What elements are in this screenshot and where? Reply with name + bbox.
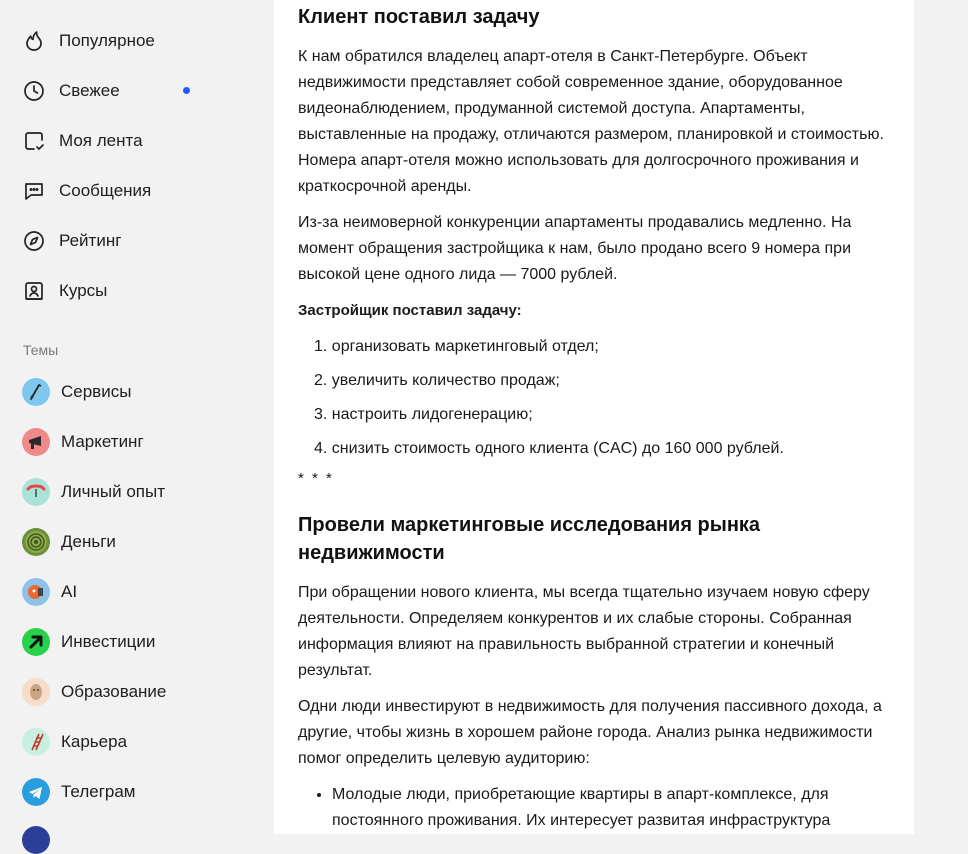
paragraph: К нам обратился владелец апарт-отеля в Санкт-Петербурге. Объект недвижимости представляет собой современное здание, оборудованное видеонаблюдением, продуманной системой доступа. Апартаменты, выставленные на продажу, отличаются размером, планировкой и стоимостью. Номера апарт-отеля можно использовать для долгосрочного проживания и краткосрочной аренды. [298,48,884,195]
sidebar-item-my-feed[interactable] [22,126,143,156]
separator: * * * [298,470,334,487]
money-icon [22,528,50,556]
section-heading: Провели маркетинговые исследования рынка недвижимости [298,514,761,564]
sidebar-theme-services[interactable] [22,377,131,407]
sidebar-item-fresh[interactable] [22,76,120,106]
section-heading: Клиент поставил задачу [298,6,540,28]
sidebar-theme-marketing[interactable] [22,427,144,457]
flame-icon [22,29,46,53]
sidebar-item-label: Рейтинг [59,231,122,250]
sidebar-item-courses[interactable] [22,276,107,306]
sidebar-theme-partial-icon[interactable] [22,826,50,854]
sidebar-theme-telegram[interactable] [22,777,136,807]
services-icon [22,378,50,406]
sidebar-theme-career[interactable] [22,727,127,757]
sidebar-theme-label: Сервисы [61,382,132,401]
list-item: • Молодые люди, приобретающие квартиры в апарт-комплексе, для постоянного проживания. Их интересует развитая инфраструктура [332,782,888,834]
sidebar-item-label: Курсы [59,281,108,300]
new-content-dot [183,87,190,94]
sidebar-theme-label: AI [61,582,78,601]
sidebar-item-rating[interactable] [22,226,121,256]
ai-icon [22,578,50,606]
investments-icon [22,628,50,656]
education-icon [22,678,50,706]
sidebar-theme-ai[interactable] [22,577,77,607]
sidebar-theme-label: Телеграм [61,782,136,801]
paragraph: Из-за неимоверной конкуренции апартаменты продавались медленно. На момент обращения застройщика к нам, было продано всего 9 номера при высокой цене одного лида — 7000 рублей. [298,214,852,283]
sidebar-theme-education[interactable] [22,677,166,707]
themes-heading: Темы [23,342,59,358]
career-icon [22,728,50,756]
list-item: 4. снизить стоимость одного клиента (CAC) до 160 000 рублей. [314,440,784,457]
list-item: 2. увеличить количество продаж; [314,372,560,389]
messages-icon [22,179,46,203]
telegram-icon [22,778,50,806]
marketing-icon [22,428,50,456]
right-gutter [914,0,968,834]
sidebar-item-label: Сообщения [59,181,152,200]
sidebar-theme-label: Маркетинг [61,432,144,451]
task-list [298,334,888,462]
article-body [298,3,888,834]
sidebar-theme-label: Деньги [61,532,116,551]
sidebar-theme-label: Карьера [61,732,128,751]
compass-icon [22,229,46,253]
article-panel [274,0,914,834]
feed-icon [22,129,46,153]
sidebar-item-label: Моя лента [59,131,143,150]
bullet-list [298,782,888,834]
sidebar-theme-investments[interactable] [22,627,155,657]
list-item: 3. настроить лидогенерацию; [314,406,533,423]
sidebar-item-messages[interactable] [22,176,151,206]
courses-icon [22,279,46,303]
clock-icon [22,79,46,103]
task-heading: Застройщик поставил задачу: [298,302,522,319]
sidebar-theme-label: Инвестиции [61,632,156,651]
sidebar-theme-money[interactable] [22,527,116,557]
paragraph: Одни люди инвестируют в недвижимость для получения пассивного дохода, а другие, чтобы жизнь в хорошем районе города. Анализ рынка недвижимости помог определить целевую аудиторию: [298,698,882,767]
sidebar-theme-personal-experience[interactable] [22,477,165,507]
sidebar-item-label: Популярное [59,31,155,50]
paragraph: При обращении нового клиента, мы всегда тщательно изучаем новую сферу деятельности. Определяем конкурентов и их слабые стороны. Собранная информация влияют на правильность выбранной стратегии и конечный результат. [298,584,870,679]
list-item: 1. организовать маркетинговый отдел; [314,338,599,355]
sidebar-item-label: Свежее [59,81,120,100]
sidebar-theme-label: Образование [61,682,167,701]
sidebar-item-popular[interactable] [22,26,155,56]
sidebar [0,0,274,834]
personal-experience-icon [22,478,50,506]
sidebar-theme-label: Личный опыт [61,482,166,501]
